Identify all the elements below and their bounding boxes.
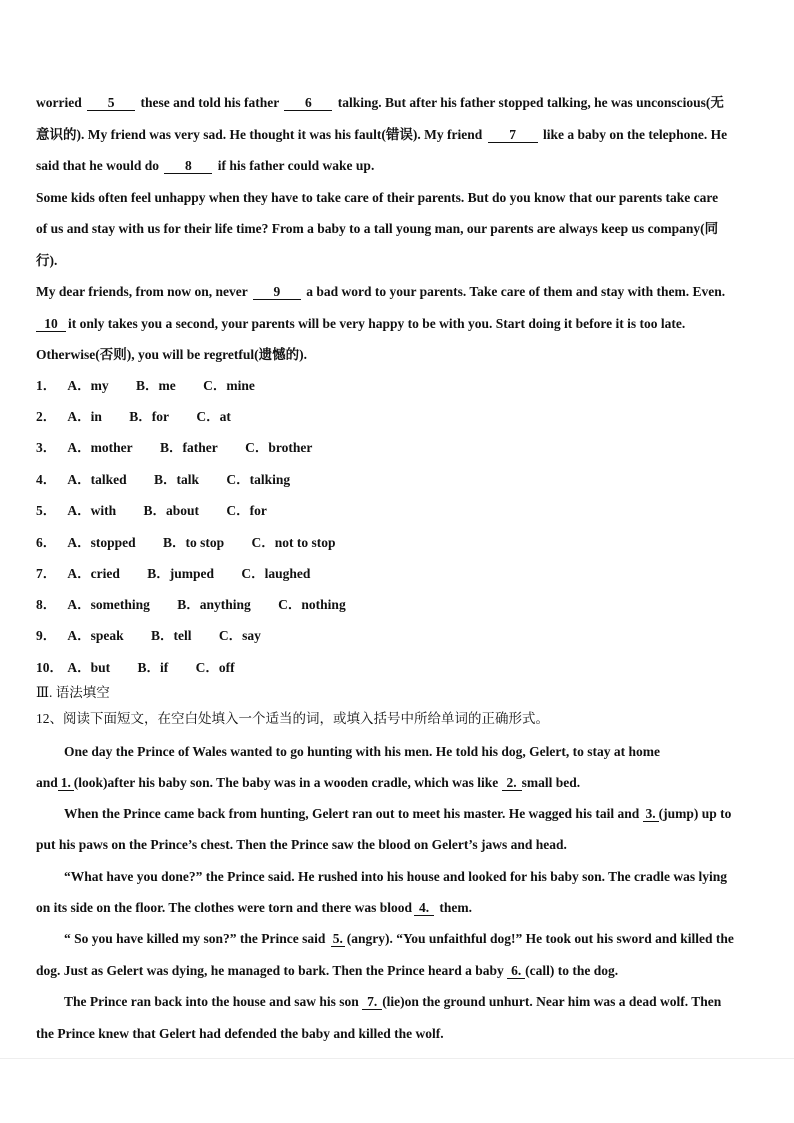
blank-2: 2. — [502, 775, 522, 791]
option-number: 5． — [36, 503, 57, 518]
passage2-line-1: One day the Prince of Wales wanted to go hunting with his men. He told his dog, Gelert, to stay at home — [64, 744, 661, 759]
option-number: 10． — [36, 660, 63, 675]
option-number: 7． — [36, 566, 57, 581]
text: “ So you have killed my son?” the Prince said — [64, 931, 326, 946]
blank-9: 9 — [253, 284, 301, 300]
blank-6: 6. — [507, 963, 525, 979]
choice-b: B．anything — [177, 597, 251, 612]
passage2-line-2 — [36, 774, 580, 792]
choice-c: C．not to stop — [251, 535, 336, 550]
choice-a: A．cried — [67, 566, 120, 581]
option-row — [36, 659, 259, 677]
blank-1: 1. — [58, 775, 74, 791]
choice-c: C．say — [218, 628, 261, 643]
text: like a baby on the telephone. He — [542, 127, 728, 142]
choice-c: C．mine — [203, 378, 255, 393]
option-number: 9． — [36, 628, 57, 643]
passage1-line-5: of us and stay with us for their life time? From a baby to a tall young man, our parents are always keep us company(同 — [36, 221, 719, 236]
passage2-line-6 — [36, 899, 472, 917]
choice-c: C．off — [195, 660, 235, 675]
passage1-line-8 — [36, 315, 685, 333]
choice-a: A．my — [67, 378, 109, 393]
choice-b: B．me — [136, 378, 176, 393]
passage2-line-5: “What have you done?” the Prince said. He rushed into his house and looked for his baby son. The cradle was lying — [64, 869, 727, 884]
option-row — [36, 439, 336, 457]
passage2-line-3 — [64, 805, 731, 823]
option-row — [36, 565, 334, 583]
text: on its side on the floor. The clothes were torn and there was blood — [36, 900, 413, 915]
text: 意识的). My friend was very sad. He thought it was his fault(错误). My friend — [36, 127, 483, 142]
blank-5: 5 — [87, 95, 135, 111]
choice-b: B．for — [129, 409, 170, 424]
passage2-line-8 — [36, 962, 618, 980]
choice-a: A．talked — [67, 472, 127, 487]
choice-b: B．tell — [151, 628, 192, 643]
choice-b: B．if — [137, 660, 169, 675]
text: if his father could wake up. — [217, 158, 375, 173]
text: (look)after his baby son. The baby was in a wooden cradle, which was like — [73, 775, 499, 790]
passage1-line-4: Some kids often feel unhappy when they have to take care of their parents. But do you know that our parents take care — [36, 190, 719, 205]
text: a bad word to your parents. Take care of them and stay with them. Even. — [306, 284, 726, 299]
choice-a: A．stopped — [67, 535, 136, 550]
text: My dear friends, from now on, never — [36, 284, 248, 299]
choice-a: A．speak — [67, 628, 124, 643]
passage2-line-9 — [64, 993, 721, 1011]
choice-c: C．nothing — [278, 597, 346, 612]
option-number: 2． — [36, 409, 57, 424]
passage1-line-1 — [36, 94, 724, 112]
option-number: 3． — [36, 440, 57, 455]
passage1-line-2 — [36, 126, 727, 144]
blank-7: 7 — [488, 127, 538, 143]
blank-6: 6 — [284, 95, 332, 111]
text: (jump) up to — [658, 806, 732, 821]
passage2-line-10: the Prince knew that Gelert had defended the baby and killed the wolf. — [36, 1026, 444, 1041]
choice-c: C．talking — [226, 472, 291, 487]
blank-3: 3. — [643, 806, 659, 822]
choice-c: C．at — [196, 409, 231, 424]
text: (lie)on the ground unhurt. Near him was a dead wolf. Then — [382, 994, 722, 1009]
blank-5: 5. — [332, 931, 343, 946]
text: it only takes you a second, your parents will be very happy to be with you. Start doing it before it is too late. — [68, 316, 686, 331]
option-row — [36, 471, 314, 489]
text: said that he would do — [36, 158, 160, 173]
choice-a: A．but — [67, 660, 111, 675]
passage1-line-6: 行). — [36, 253, 58, 268]
choice-b: B．about — [143, 503, 200, 518]
choice-c: C．for — [226, 503, 267, 518]
option-row — [36, 502, 291, 520]
page-divider — [0, 1058, 794, 1059]
choice-b: B．to stop — [163, 535, 225, 550]
blank-8: 8 — [164, 158, 212, 174]
text: dog. Just as Gelert was dying, he managed to bark. Then the Prince heard a baby — [36, 963, 504, 978]
text: worried — [36, 95, 82, 110]
choice-b: B．father — [159, 440, 218, 455]
option-row — [36, 534, 360, 552]
blank-10: 10 — [36, 316, 66, 332]
choice-a: A．in — [67, 409, 102, 424]
option-row — [36, 627, 285, 645]
option-row — [36, 377, 279, 395]
text: talking. But after his father stopped talking, he was unconscious(无 — [337, 95, 724, 110]
choice-a: A．mother — [67, 440, 133, 455]
text: (call) to the dog. — [525, 963, 619, 978]
option-row — [36, 408, 255, 426]
blank-7: 7. — [362, 994, 382, 1010]
passage1-line-3 — [36, 157, 374, 175]
passage1-line-9: Otherwise(否则), you will be regretful(遗憾的). — [36, 347, 307, 362]
passage1-line-7 — [36, 283, 725, 301]
text: small bed. — [521, 775, 581, 790]
passage2-line-4: put his paws on the Prince’s chest. Then the Prince saw the blood on Gelert’s jaws and head. — [36, 837, 567, 852]
choice-b: B．jumped — [147, 566, 214, 581]
option-number: 4． — [36, 472, 57, 487]
choice-b: B．talk — [154, 472, 200, 487]
section-heading: Ⅲ. 语法填空 — [36, 685, 110, 700]
choice-a: A．something — [67, 597, 150, 612]
text: (angry). “You unfaithful dog!” He took out his sword and killed the — [346, 931, 734, 946]
choice-c: C．laughed — [241, 566, 311, 581]
question-12-instruction: 12、阅读下面短文，在空白处填入一个适当的词，或填入括号中所给单词的正确形式。 — [36, 711, 549, 726]
blank-4: 4. — [414, 900, 434, 916]
option-number: 8． — [36, 597, 57, 612]
choice-a: A．with — [67, 503, 117, 518]
option-row — [36, 596, 370, 614]
text: these and told his father — [140, 95, 279, 110]
choice-c: C．brother — [245, 440, 313, 455]
text: and — [36, 775, 58, 790]
option-number: 6． — [36, 535, 57, 550]
passage2-line-7 — [64, 930, 734, 948]
text: The Prince ran back into the house and saw his son — [64, 994, 359, 1009]
option-number: 1． — [36, 378, 57, 393]
text: When the Prince came back from hunting, Gelert ran out to meet his master. He wagged his tail and — [64, 806, 640, 821]
text: them. — [439, 900, 473, 915]
